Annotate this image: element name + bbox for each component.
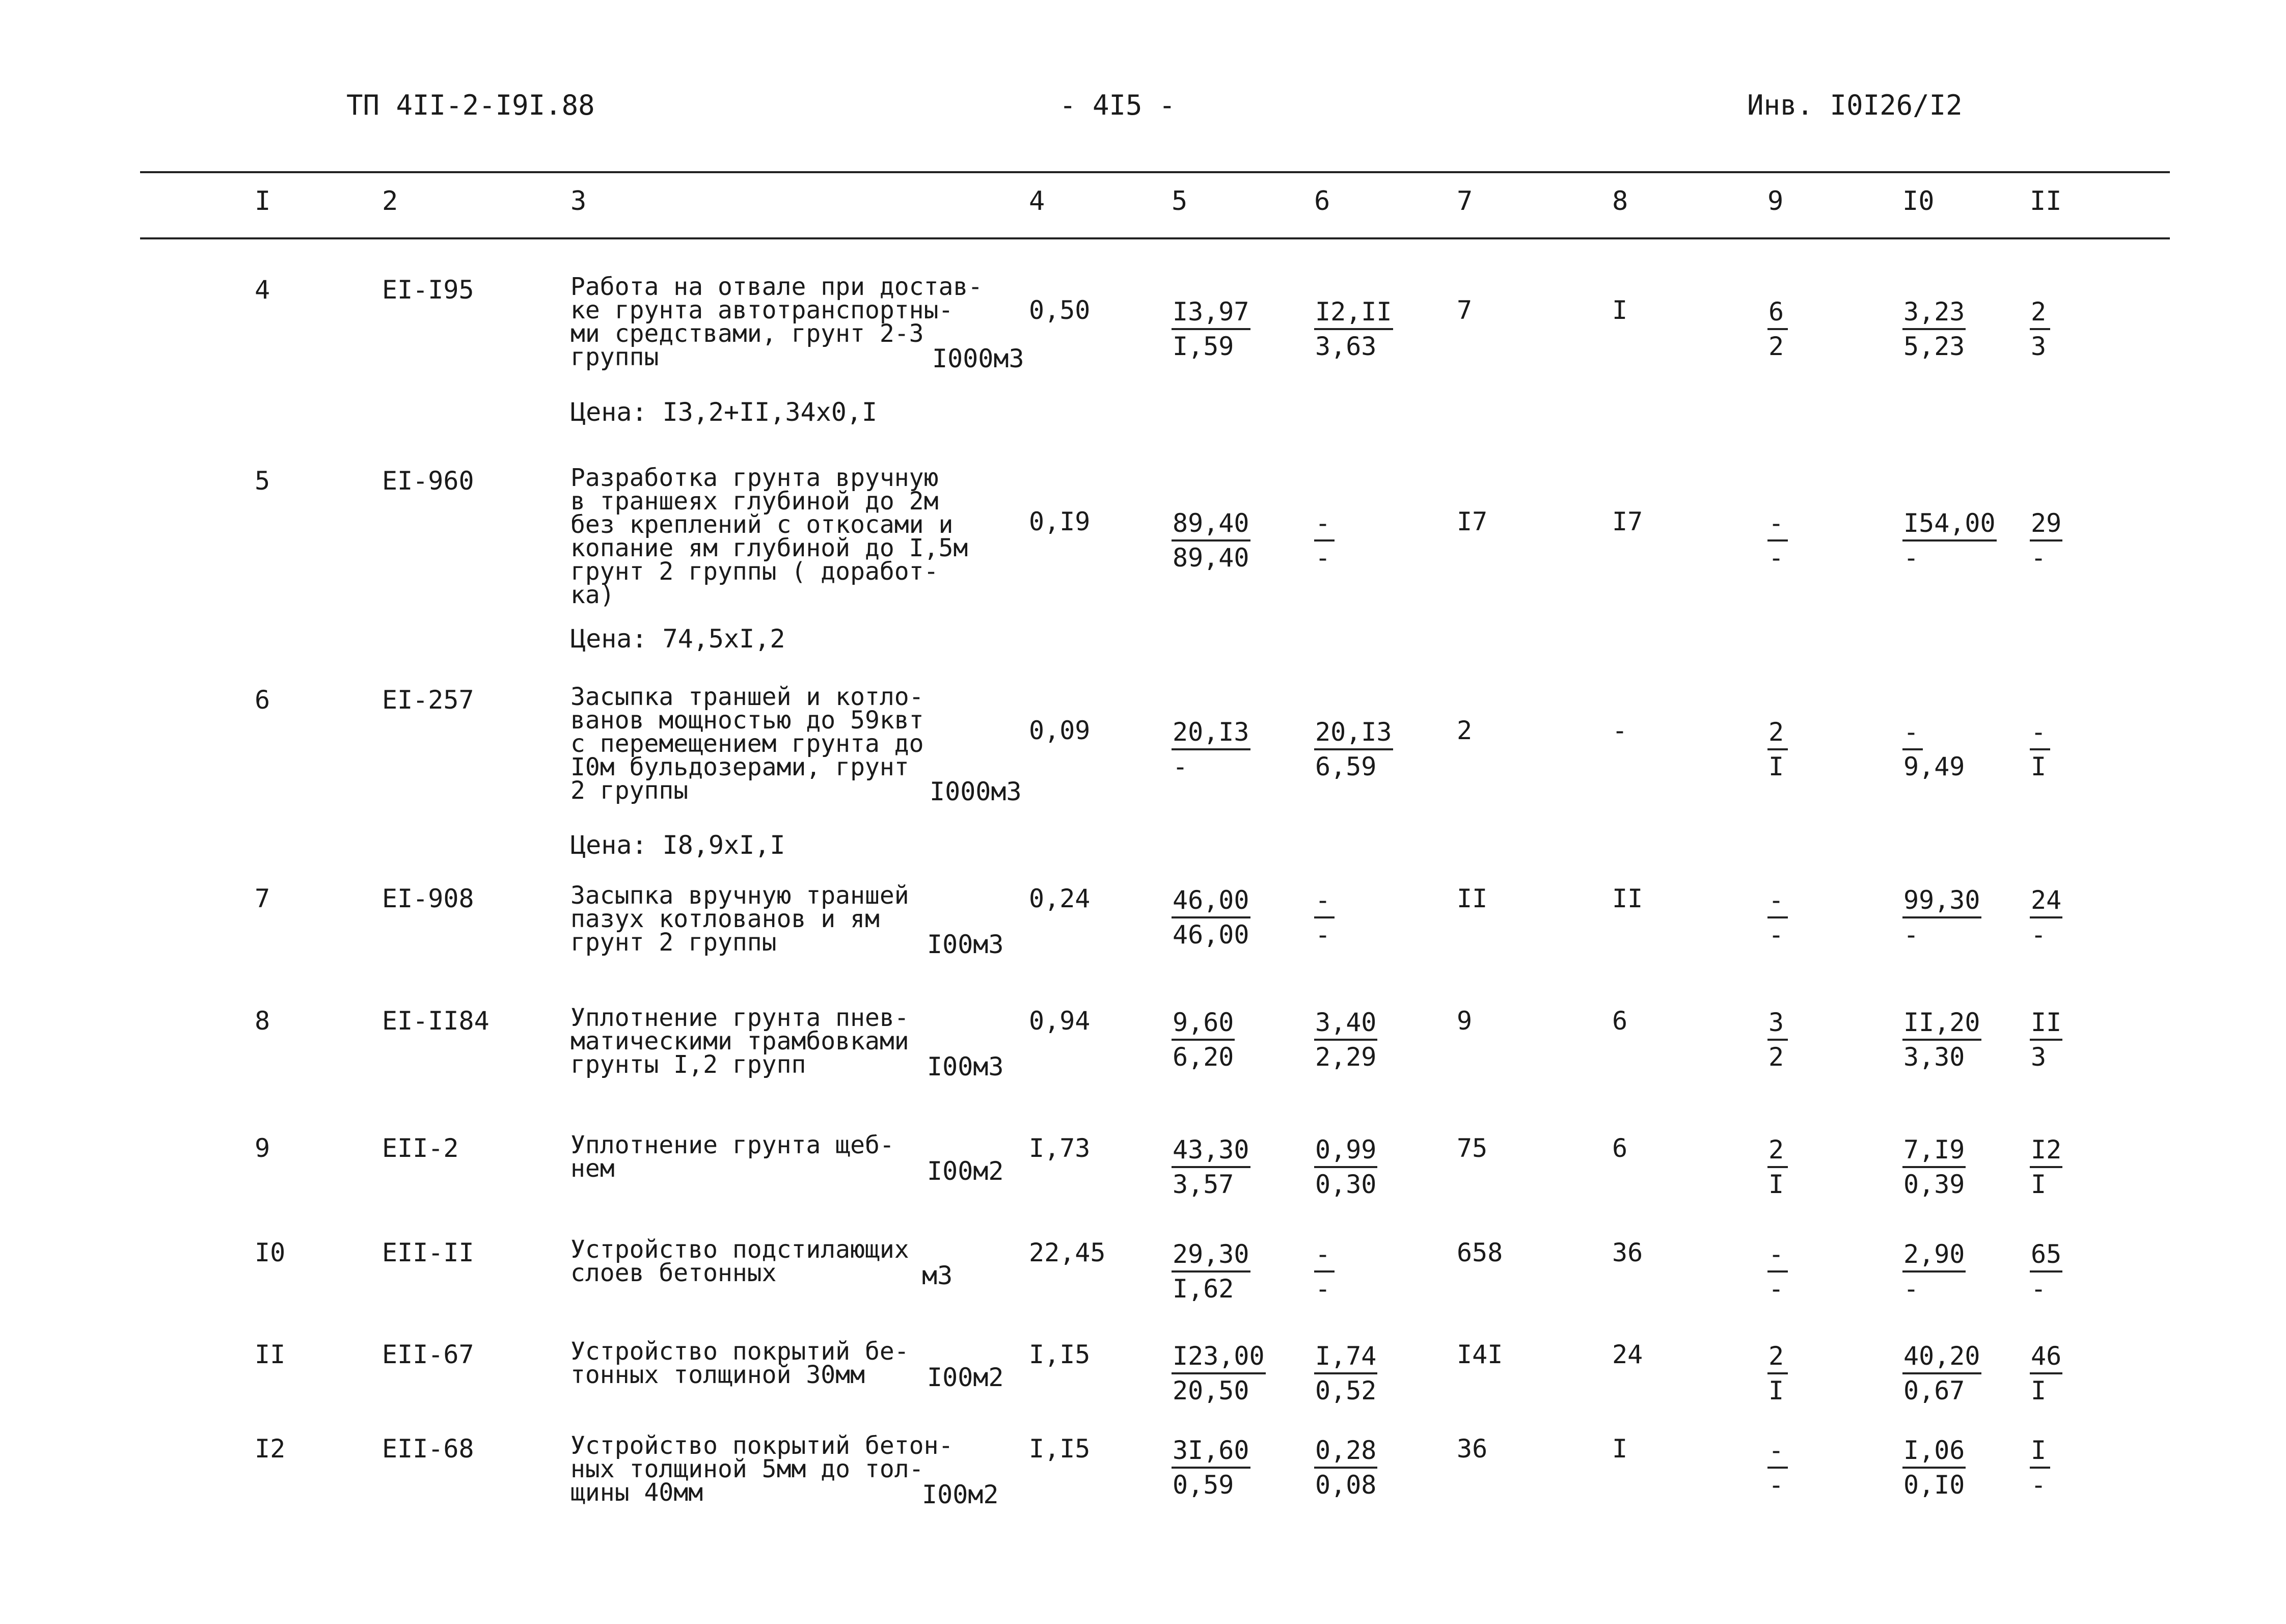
price-formula: Цена: 74,5xI,2	[570, 624, 785, 654]
description-line: слоев бетонных	[570, 1259, 777, 1287]
description-line: 2 группы	[570, 776, 689, 805]
col5-fraction-denominator: 89,40	[1173, 543, 1249, 573]
description-line: группы	[570, 343, 659, 371]
column-header-11: II	[2030, 186, 2062, 216]
col9-fraction-denominator: 2	[1768, 332, 1784, 361]
col9-fraction-denominator: I	[1768, 752, 1784, 781]
col9-fraction	[1767, 507, 1788, 574]
col11-fraction-numerator: II	[2030, 1006, 2062, 1041]
description-line: грунт 2 группы ( доработ-	[570, 557, 939, 586]
description-line: грунты I,2 групп	[570, 1050, 806, 1079]
col6-fraction-denominator: -	[1315, 1274, 1331, 1304]
col10-fraction-numerator: I54,00	[1902, 507, 1997, 542]
col10-fraction-numerator: 40,20	[1902, 1340, 1981, 1374]
row-number: 6	[255, 685, 270, 715]
col9-fraction-numerator: 2	[1767, 1340, 1788, 1374]
col9-fraction-denominator: 2	[1768, 1042, 1784, 1072]
col6-fraction	[1314, 295, 1393, 363]
col5-fraction-denominator: 0,59	[1173, 1470, 1234, 1500]
col6-fraction-numerator: -	[1314, 507, 1335, 542]
column-header-3: 3	[570, 186, 587, 216]
col9-fraction	[1767, 1238, 1788, 1305]
quantity-value: 0,50	[1029, 295, 1091, 325]
measurement-unit: I000м3	[930, 777, 1022, 806]
col10-fraction-denominator: 9,49	[1903, 752, 1965, 781]
description-line: Уплотнение грунта пнев-	[570, 1004, 909, 1032]
col5-fraction-denominator: 3,57	[1173, 1170, 1234, 1199]
col11-fraction	[2030, 884, 2062, 951]
col7-value: 75	[1457, 1133, 1488, 1163]
col10-fraction-numerator: 2,90	[1902, 1238, 1966, 1273]
col8-value: I7	[1612, 507, 1643, 536]
col9-fraction	[1767, 1006, 1788, 1073]
rate-code: EII-68	[382, 1434, 474, 1464]
col9-fraction-numerator: -	[1767, 1434, 1788, 1469]
work-description	[570, 466, 1009, 607]
col9-fraction-numerator: -	[1767, 884, 1788, 918]
col8-value: -	[1612, 716, 1628, 745]
col5-fraction-denominator: 6,20	[1173, 1042, 1234, 1072]
col10-fraction	[1902, 507, 1997, 574]
col11-fraction-denominator: -	[2031, 1274, 2047, 1304]
col11-fraction	[2030, 1133, 2062, 1201]
col7-value: 2	[1457, 716, 1473, 745]
rate-code: EI-257	[382, 685, 474, 715]
col9-fraction	[1767, 1133, 1788, 1201]
col6-fraction-denominator: 0,52	[1315, 1376, 1377, 1405]
col9-fraction-denominator: -	[1768, 543, 1784, 573]
col6-fraction-denominator: 3,63	[1315, 332, 1377, 361]
rate-code: EI-960	[382, 466, 474, 496]
price-formula: Цена: I3,2+II,34x0,I	[570, 397, 878, 427]
col6-fraction	[1314, 1238, 1335, 1305]
col7-value: I7	[1457, 507, 1488, 536]
col6-fraction-denominator: 6,59	[1315, 752, 1377, 781]
column-header-6: 6	[1314, 186, 1330, 216]
measurement-unit: I00м2	[927, 1156, 1004, 1186]
col6-fraction-numerator: 20,I3	[1314, 716, 1393, 750]
col8-value: 24	[1612, 1340, 1643, 1369]
col11-fraction	[2030, 507, 2062, 574]
col6-fraction-numerator: -	[1314, 884, 1335, 918]
col6-fraction-denominator: -	[1315, 920, 1331, 950]
quantity-value: I,I5	[1029, 1434, 1091, 1464]
quantity-value: 0,I9	[1029, 507, 1091, 536]
col6-fraction	[1314, 1340, 1377, 1407]
row-number: 9	[255, 1133, 270, 1163]
col6-fraction-numerator: -	[1314, 1238, 1335, 1273]
quantity-value: 0,24	[1029, 884, 1091, 913]
col5-fraction-numerator: 46,00	[1172, 884, 1250, 918]
col10-fraction	[1902, 295, 1966, 363]
description-line: ке грунта автотранспортны-	[570, 296, 954, 324]
col6-fraction-numerator: 0,99	[1314, 1133, 1377, 1168]
table-header-rule	[140, 237, 2170, 239]
col5-fraction	[1172, 884, 1250, 951]
col8-value: 6	[1612, 1133, 1628, 1163]
col11-fraction-denominator: 3	[2031, 332, 2047, 361]
col6-fraction-numerator: I2,II	[1314, 295, 1393, 330]
rate-code: EII-67	[382, 1340, 474, 1369]
col5-fraction	[1172, 507, 1250, 574]
description-line: без креплений с откосами и	[570, 510, 954, 539]
quantity-value: I,I5	[1029, 1340, 1091, 1369]
col10-fraction-denominator: 0,I0	[1903, 1470, 1965, 1500]
col8-value: II	[1612, 884, 1643, 913]
col9-fraction	[1767, 295, 1788, 363]
col11-fraction-denominator: I	[2031, 1170, 2047, 1199]
col9-fraction-denominator: -	[1768, 1470, 1784, 1500]
document-code: ТП 4II-2-I9I.88	[346, 89, 595, 121]
description-line: ванов мощностью до 59квт	[570, 706, 924, 735]
col9-fraction-denominator: I	[1768, 1170, 1784, 1199]
col5-fraction-denominator: I,62	[1173, 1274, 1234, 1304]
col9-fraction-denominator: -	[1768, 920, 1784, 950]
col11-fraction	[2030, 1340, 2062, 1407]
measurement-unit: I00м3	[927, 930, 1004, 959]
column-header-7: 7	[1457, 186, 1473, 216]
col5-fraction-numerator: I3,97	[1172, 295, 1250, 330]
description-line: нем	[570, 1154, 615, 1183]
description-line: щины 40мм	[570, 1478, 703, 1507]
col9-fraction-numerator: 6	[1767, 295, 1788, 330]
col5-fraction	[1172, 1340, 1266, 1407]
col10-fraction	[1902, 1238, 1966, 1305]
col11-fraction	[2030, 716, 2050, 783]
rate-code: EII-2	[382, 1133, 459, 1163]
col5-fraction-numerator: 9,60	[1172, 1006, 1235, 1041]
col5-fraction	[1172, 716, 1250, 783]
col6-fraction	[1314, 884, 1335, 951]
col10-fraction-denominator: 3,30	[1903, 1042, 1965, 1072]
column-header-5: 5	[1172, 186, 1188, 216]
description-line: тонных толщиной 30мм	[570, 1361, 865, 1389]
col9-fraction	[1767, 716, 1788, 783]
col6-fraction-denominator: 0,30	[1315, 1170, 1377, 1199]
col11-fraction-denominator: I	[2031, 752, 2047, 781]
col5-fraction	[1172, 1238, 1250, 1305]
table-top-rule	[140, 171, 2170, 173]
col6-fraction-numerator: 3,40	[1314, 1006, 1377, 1041]
col5-fraction-denominator: -	[1173, 752, 1188, 781]
measurement-unit: I00м2	[927, 1363, 1004, 1392]
col11-fraction	[2030, 295, 2050, 363]
description-line: с перемещением грунта до	[570, 729, 924, 758]
col6-fraction-numerator: 0,28	[1314, 1434, 1377, 1469]
col9-fraction-numerator: -	[1767, 1238, 1788, 1273]
rate-code: EII-II	[382, 1238, 474, 1267]
col10-fraction-denominator: -	[1903, 920, 1919, 950]
row-number: I2	[255, 1434, 286, 1464]
quantity-value: 0,09	[1029, 716, 1091, 745]
description-line: Засыпка траншей и котло-	[570, 683, 924, 711]
inventory-number: Инв. I0I26/I2	[1747, 89, 1963, 121]
col9-fraction-numerator: 2	[1767, 1133, 1788, 1168]
col9-fraction	[1767, 884, 1788, 951]
col11-fraction-denominator: 3	[2031, 1042, 2047, 1072]
measurement-unit: I00м3	[927, 1052, 1004, 1081]
row-number: 4	[255, 275, 270, 305]
col5-fraction-numerator: 43,30	[1172, 1133, 1250, 1168]
col10-fraction	[1902, 1133, 1966, 1201]
description-line: Устройство покрытий бе-	[570, 1337, 909, 1366]
description-line: Устройство подстилающих	[570, 1235, 909, 1264]
col8-value: 36	[1612, 1238, 1643, 1267]
column-header-10: I0	[1902, 186, 1935, 216]
measurement-unit: I00м2	[922, 1480, 999, 1509]
measurement-unit: м3	[922, 1261, 953, 1290]
row-number: I0	[255, 1238, 286, 1267]
description-line: ка)	[570, 581, 615, 609]
col6-fraction	[1314, 1006, 1377, 1073]
col5-fraction-denominator: 20,50	[1173, 1376, 1249, 1405]
quantity-value: 22,45	[1029, 1238, 1106, 1267]
col5-fraction	[1172, 1133, 1250, 1201]
col11-fraction-numerator: -	[2030, 716, 2050, 750]
column-header-8: 8	[1612, 186, 1628, 216]
col6-fraction-denominator: 2,29	[1315, 1042, 1377, 1072]
col10-fraction-numerator: I,06	[1902, 1434, 1966, 1469]
col9-fraction	[1767, 1434, 1788, 1501]
col5-fraction-numerator: 29,30	[1172, 1238, 1250, 1273]
col11-fraction	[2030, 1434, 2050, 1501]
col11-fraction-denominator: -	[2031, 1470, 2047, 1500]
col11-fraction-numerator: 29	[2030, 507, 2062, 542]
col10-fraction-denominator: -	[1903, 1274, 1919, 1304]
row-number: II	[255, 1340, 286, 1369]
quantity-value: I,73	[1029, 1133, 1091, 1163]
col10-fraction	[1902, 716, 1966, 783]
description-line: в траншеях глубиной до 2м	[570, 487, 939, 516]
row-number: 8	[255, 1006, 270, 1036]
col10-fraction-denominator: 0,39	[1903, 1170, 1965, 1199]
col6-fraction-numerator: I,74	[1314, 1340, 1377, 1374]
description-line: Засыпка вручную траншей	[570, 881, 909, 910]
col5-fraction-numerator: 20,I3	[1172, 716, 1250, 750]
col11-fraction	[2030, 1006, 2062, 1073]
col10-fraction-numerator: II,20	[1902, 1006, 1981, 1041]
column-header-4: 4	[1029, 186, 1045, 216]
col5-fraction	[1172, 1006, 1235, 1073]
col11-fraction-denominator: -	[2031, 543, 2047, 573]
price-formula: Цена: I8,9xI,I	[570, 830, 785, 860]
col10-fraction-numerator: 7,I9	[1902, 1133, 1966, 1168]
col11-fraction-numerator: 2	[2030, 295, 2050, 330]
col10-fraction	[1902, 1006, 1981, 1073]
col11-fraction-numerator: I2	[2030, 1133, 2062, 1168]
col8-value: 6	[1612, 1006, 1628, 1036]
column-header-1: I	[255, 186, 271, 216]
col10-fraction-denominator: 0,67	[1903, 1376, 1965, 1405]
col10-fraction-numerator: 99,30	[1902, 884, 1981, 918]
col11-fraction-numerator: I	[2030, 1434, 2050, 1469]
col9-fraction-denominator: -	[1768, 1274, 1784, 1304]
col11-fraction-numerator: 65	[2030, 1238, 2062, 1273]
col5-fraction-numerator: I23,00	[1172, 1340, 1266, 1374]
row-number: 7	[255, 884, 270, 913]
col11-fraction-denominator: I	[2031, 1376, 2047, 1405]
column-header-9: 9	[1767, 186, 1784, 216]
description-line: грунт 2 группы	[570, 928, 777, 957]
col10-fraction	[1902, 1434, 1966, 1501]
col11-fraction	[2030, 1238, 2062, 1305]
col9-fraction-numerator: 2	[1767, 716, 1788, 750]
description-line: Разработка грунта вручную	[570, 464, 939, 492]
description-line: ми средствами, грунт 2-3	[570, 319, 924, 348]
col10-fraction	[1902, 1340, 1981, 1407]
col9-fraction-numerator: -	[1767, 507, 1788, 542]
col10-fraction-numerator: -	[1902, 716, 1923, 750]
column-header-2: 2	[382, 186, 398, 216]
col6-fraction	[1314, 716, 1393, 783]
description-line: Устройство покрытий бетон-	[570, 1431, 954, 1460]
col6-fraction	[1314, 1133, 1377, 1201]
col8-value: I	[1612, 1434, 1628, 1464]
col10-fraction-denominator: 5,23	[1903, 332, 1965, 361]
measurement-unit: I000м3	[932, 344, 1024, 373]
col7-value: II	[1457, 884, 1488, 913]
rate-code: EI-908	[382, 884, 474, 913]
col5-fraction-numerator: 89,40	[1172, 507, 1250, 542]
col7-value: 7	[1457, 295, 1473, 325]
col7-value: 9	[1457, 1006, 1473, 1036]
col6-fraction	[1314, 507, 1335, 574]
col5-fraction-denominator: 46,00	[1173, 920, 1249, 950]
description-line: пазух котлованов и ям	[570, 905, 880, 933]
col8-value: I	[1612, 295, 1628, 325]
page-number: - 4I5 -	[1059, 89, 1176, 121]
description-line: I0м бульдозерами, грунт	[570, 753, 909, 781]
col10-fraction-denominator: -	[1903, 543, 1919, 573]
col7-value: 658	[1457, 1238, 1503, 1267]
col5-fraction-denominator: I,59	[1173, 332, 1234, 361]
description-line: Уплотнение грунта щеб-	[570, 1131, 894, 1159]
description-line: Работа на отвале при достав-	[570, 273, 983, 301]
rate-code: EI-II84	[382, 1006, 489, 1036]
description-line: матическими трамбовками	[570, 1027, 909, 1055]
quantity-value: 0,94	[1029, 1006, 1091, 1036]
col10-fraction	[1902, 884, 1981, 951]
col10-fraction-numerator: 3,23	[1902, 295, 1966, 330]
col11-fraction-numerator: 46	[2030, 1340, 2062, 1374]
col5-fraction	[1172, 295, 1250, 363]
col7-value: 36	[1457, 1434, 1488, 1464]
col9-fraction-denominator: I	[1768, 1376, 1784, 1405]
col9-fraction-numerator: 3	[1767, 1006, 1788, 1041]
col6-fraction	[1314, 1434, 1377, 1501]
description-line: копание ям глубиной до I,5м	[570, 534, 968, 562]
description-line: ных толщиной 5мм до тол-	[570, 1455, 924, 1483]
col11-fraction-denominator: -	[2031, 920, 2047, 950]
row-number: 5	[255, 466, 270, 496]
col5-fraction	[1172, 1434, 1250, 1501]
rate-code: EI-I95	[382, 275, 474, 305]
col5-fraction-numerator: 3I,60	[1172, 1434, 1250, 1469]
col7-value: I4I	[1457, 1340, 1503, 1369]
col6-fraction-denominator: 0,08	[1315, 1470, 1377, 1500]
col6-fraction-denominator: -	[1315, 543, 1331, 573]
col11-fraction-numerator: 24	[2030, 884, 2062, 918]
col9-fraction	[1767, 1340, 1788, 1407]
